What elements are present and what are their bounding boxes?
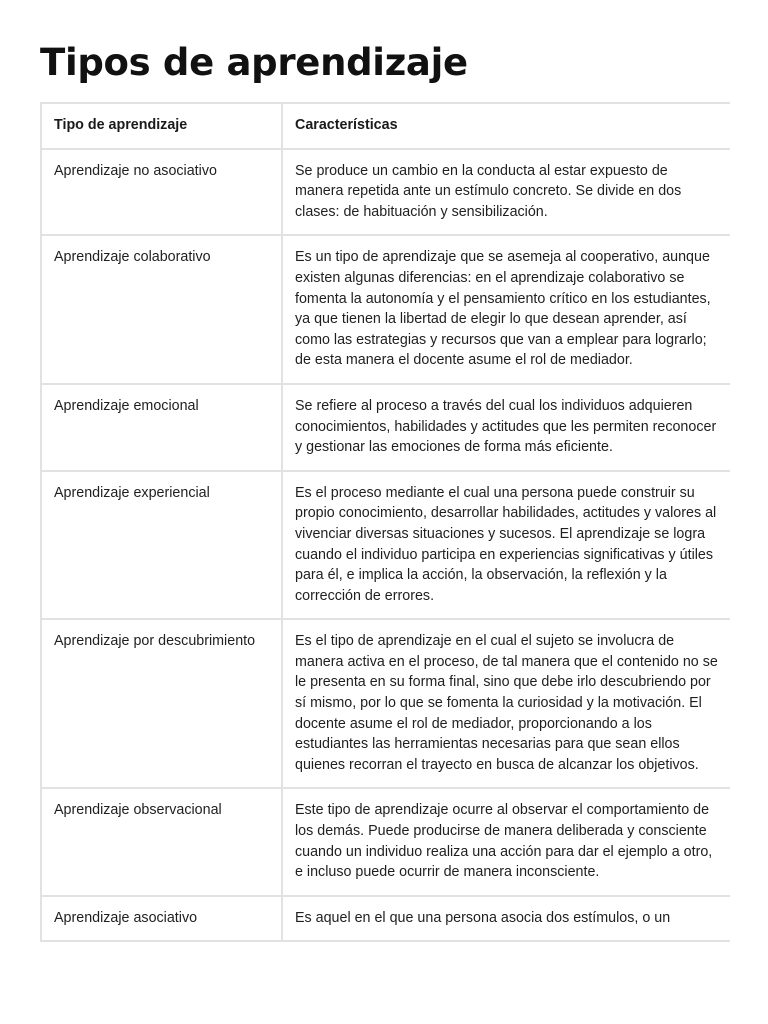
cell-caracteristicas: Es un tipo de aprendizaje que se asemeja al cooperativo, aunque existen algunas diferencias: en el aprendizaje colaborativo se fomenta la autonomía y el pensamiento crítico en los estudiantes, ya que tienen la libertad de elegir lo que desean aprender, así como las estrategias y recursos que van a emplear para lograrlo; de esta manera el docente asume el rol de mediador. [282, 235, 730, 384]
cell-caracteristicas: Se refiere al proceso a través del cual los individuos adquieren conocimientos, habilidades y actitudes que les permiten reconocer y gestionar las emociones de forma más eficiente. [282, 384, 730, 471]
table-row [41, 788, 730, 895]
header-caracteristicas: Características [282, 103, 730, 149]
table-row [41, 471, 730, 620]
table-row [41, 896, 730, 942]
table-row [41, 619, 730, 788]
table-row [41, 384, 730, 471]
table-header-row [41, 103, 730, 149]
cell-caracteristicas: Este tipo de aprendizaje ocurre al observar el comportamiento de los demás. Puede producirse de manera deliberada y consciente cuando un individuo realiza una acción para dar el ejemplo a otro, e incluso puede ocurrir de manera inconsciente. [282, 788, 730, 895]
cell-tipo: Aprendizaje observacional [41, 788, 282, 895]
cell-tipo: Aprendizaje experiencial [41, 471, 282, 620]
learning-types-table [40, 102, 730, 942]
table-row [41, 235, 730, 384]
header-tipo: Tipo de aprendizaje [41, 103, 282, 149]
cell-caracteristicas: Es aquel en el que una persona asocia dos estímulos, o un [282, 896, 730, 942]
cell-caracteristicas: Es el tipo de aprendizaje en el cual el sujeto se involucra de manera activa en el proceso, de tal manera que el contenido no se le presenta en su forma final, sino que debe irlo descubriendo por sí mismo, por lo que se fomenta la curiosidad y la motivación. El docente asume el rol de mediador, proporcionando a los estudiantes las herramientas necesarias para que sean ellos quienes recorran el trayecto en busca de alcanzar los objetivos. [282, 619, 730, 788]
cell-tipo: Aprendizaje asociativo [41, 896, 282, 942]
cell-tipo: Aprendizaje por descubrimiento [41, 619, 282, 788]
cell-tipo: Aprendizaje no asociativo [41, 149, 282, 236]
cell-tipo: Aprendizaje colaborativo [41, 235, 282, 384]
table-row [41, 149, 730, 236]
cell-tipo: Aprendizaje emocional [41, 384, 282, 471]
page-title: Tipos de aprendizaje [40, 41, 468, 84]
learning-types-table-container [40, 102, 730, 988]
cell-caracteristicas: Se produce un cambio en la conducta al estar expuesto de manera repetida ante un estímulo concreto. Se divide en dos clases: de habituación y sensibilización. [282, 149, 730, 236]
cell-caracteristicas: Es el proceso mediante el cual una persona puede construir su propio conocimiento, desarrollar habilidades, actitudes y valores al vivenciar diversas situaciones y sucesos. El aprendizaje se logra cuando el individuo participa en experiencias significativas y útiles para él, e implica la acción, la observación, la reflexión y la corrección de errores. [282, 471, 730, 620]
